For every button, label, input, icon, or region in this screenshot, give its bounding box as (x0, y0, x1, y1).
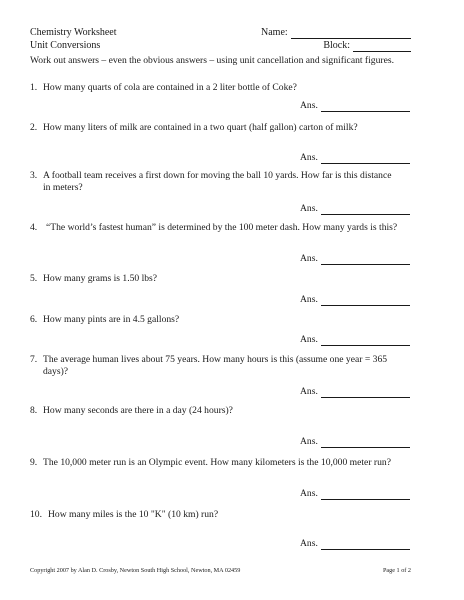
answer-7 (300, 386, 410, 398)
question-text-line: in meters? (43, 182, 83, 193)
question-10 (30, 509, 415, 521)
question-number: 5. (30, 273, 38, 284)
question-4 (30, 222, 415, 234)
name-row (261, 26, 411, 39)
question-text-line: The average human lives about 75 years. How many hours is this (assume one year = 365 (43, 354, 388, 365)
question-2 (30, 122, 415, 134)
question-text: How many seconds are there in a day (24 hours)? (43, 405, 233, 416)
answer-5 (300, 294, 410, 306)
answer-label: Ans. (300, 152, 318, 163)
question-number: 8. (30, 405, 38, 416)
question-number: 1. (30, 82, 38, 93)
answer-label: Ans. (300, 100, 318, 111)
question-text: How many grams is 1.50 lbs? (43, 273, 158, 284)
question-text (42, 170, 415, 194)
answer-label: Ans. (300, 436, 318, 447)
worksheet-subtitle: Unit Conversions (30, 40, 101, 51)
question-number: 2. (30, 122, 38, 133)
question-text: How many miles is the 10 "K" (10 km) run? (48, 509, 219, 520)
answer-10 (300, 538, 410, 550)
worksheet-title: Chemistry Worksheet (30, 27, 117, 38)
question-number: 4. (30, 222, 38, 233)
copyright-notice: Copyright 2007 by Alan D. Crosby, Newton South High School, Newton, MA 02459 (30, 567, 241, 574)
question-text (42, 354, 415, 378)
answer-field[interactable] (321, 296, 410, 306)
answer-9 (300, 488, 410, 500)
answer-label: Ans. (300, 386, 318, 397)
answer-8 (300, 436, 410, 448)
block-field[interactable] (353, 41, 411, 52)
question-1 (30, 82, 415, 94)
question-number: 7. (30, 354, 38, 365)
answer-label: Ans. (300, 538, 318, 549)
question-8 (30, 405, 415, 417)
answer-field[interactable] (321, 205, 410, 215)
question-6 (30, 314, 415, 326)
question-text: The 10,000 meter run is an Olympic event. How many kilometers is the 10,000 meter run? (43, 457, 391, 468)
block-label: Block: (323, 40, 350, 51)
instructions: Work out answers – even the obvious answers – using unit cancellation and significant figures. (30, 55, 394, 66)
block-row (261, 39, 411, 52)
question-text: “The world’s fastest human” is determined by the 100 meter dash. How many yards is this? (46, 222, 398, 233)
answer-1 (300, 100, 410, 112)
answer-3 (300, 203, 410, 215)
question-7 (30, 354, 415, 378)
answer-label: Ans. (300, 334, 318, 345)
question-number: 9. (30, 457, 38, 468)
answer-2 (300, 152, 410, 164)
question-text: How many pints are in 4.5 gallons? (43, 314, 180, 325)
answer-field[interactable] (321, 102, 410, 112)
question-number: 10. (30, 509, 42, 520)
worksheet-header (30, 26, 117, 52)
name-label: Name: (261, 27, 288, 38)
student-info (261, 26, 411, 52)
answer-field[interactable] (321, 388, 410, 398)
answer-field[interactable] (321, 154, 410, 164)
answer-field[interactable] (321, 490, 410, 500)
question-3 (30, 170, 415, 194)
question-text-line: days)? (43, 366, 69, 377)
page-number: Page 1 of 2 (382, 567, 411, 574)
answer-label: Ans. (300, 294, 318, 305)
question-5 (30, 273, 415, 285)
answer-label: Ans. (300, 203, 318, 214)
answer-field[interactable] (321, 255, 410, 265)
answer-6 (300, 334, 410, 346)
question-text: How many quarts of cola are contained in a 2 liter bottle of Coke? (43, 82, 297, 93)
name-field[interactable] (291, 28, 411, 39)
answer-field[interactable] (321, 336, 410, 346)
question-number: 6. (30, 314, 38, 325)
question-text-line: A football team receives a first down for moving the ball 10 yards. How far is this distance (43, 170, 392, 181)
question-text: How many liters of milk are contained in a two quart (half gallon) carton of milk? (43, 122, 358, 133)
answer-4 (300, 253, 410, 265)
answer-field[interactable] (321, 438, 410, 448)
question-9 (30, 457, 415, 469)
answer-label: Ans. (300, 488, 318, 499)
answer-label: Ans. (300, 253, 318, 264)
question-number: 3. (30, 170, 38, 181)
answer-field[interactable] (321, 540, 410, 550)
